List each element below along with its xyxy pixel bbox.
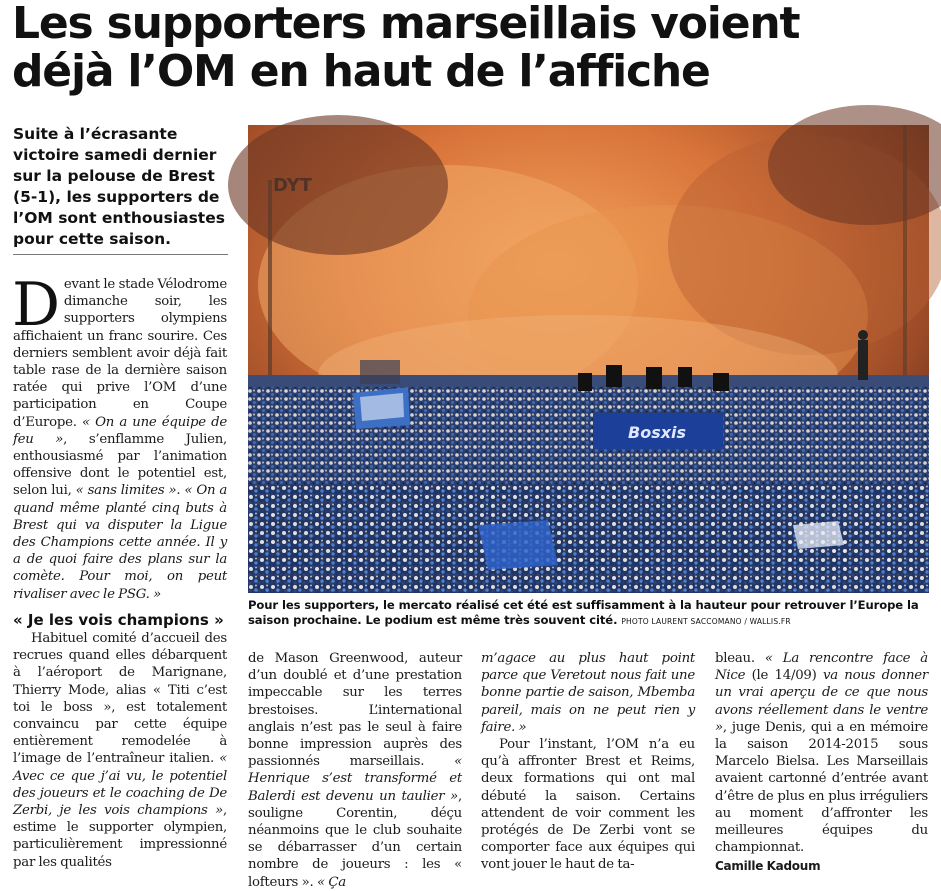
- paragraph-1: Devant le stade Vélodrome dimanche soir, les supporters olympiens affichaient un franc sourire. Ces derniers semblent avoir déjà fait table rase de la dernière saison ratée qui prive l’OM d’une participation en Coupe d’Europe. « On a une équipe de feu », s’enflamme Julien, enthousiasmé par l’animation offensive dont le potentiel est, selon lui, « sans limites ». « On a quand même planté cinq buts à Brest qui va disputer la Ligue des Champions cette année. Il y a de quoi faire des plans sur la comète. Pour moi, on peut rivaliser avec le PSG. »: [12, 270, 228, 602]
- paragraph-2: Habituel comité d’accueil des recrues quand elles débarquent à l’aéroport de Marignane, Thierry Mode, alias « Titi c’est toi le boss », est totalement convaincu par cette équipe entièrement remodelée à l’image de l’entraîneur italien. « Avec ce que j’ai vu, le potentiel des joueurs et le coaching de De Zerbi, je les vois champions », estime le supporter olympien, particulièrement impressionné par les qualités: [13, 631, 227, 870]
- body-column-1: [12, 270, 228, 602]
- drop-cap: D: [12, 270, 60, 340]
- author-byline: Camille Kadoum: [715, 859, 821, 874]
- banner-text: Bosxis: [628, 423, 687, 442]
- paragraph-6: bleau. « La rencontre face à Nice (le 14/09) va nous donner un vrai aperçu de ce que nous avons réellement dans le ventre », juge Denis, qui a en mémoire la saison 2014-2015 sous Marcelo Bielsa. Les Marseillais avaient cartonné d’entrée avant d’être de plus en plus irréguliers au moment d’affronter les meilleures équipes du championnat.: [715, 651, 928, 856]
- lede: Suite à l’écrasante victoire samedi dernier sur la pelouse de Brest (5-1), les supporters de l’OM sont enthousiastes pour cette saison.: [13, 125, 225, 248]
- stadium-crowd-photo: [248, 125, 929, 593]
- photo-caption: Pour les supporters, le mercato réalisé cet été est suffisamment à la hauteur pour retrouver l’Europe la saison prochaine. Le podium est même très souvent cité. PHOTO LAURENT SACCOMANO / WALLIS.FR: [248, 598, 919, 627]
- body-column-4: [715, 650, 928, 874]
- headline-line-1: Les supporters marseillais voient: [12, 0, 800, 49]
- lede-divider: [13, 254, 228, 255]
- paragraph-5: Pour l’instant, l’OM n’a eu qu’à affronter Brest et Reims, deux formations qui ont mal débuté la saison. Certains attendent de voir comment les protégés de De Zerbi vont se comporter face aux équipes qui vont jouer le haut de ta-: [481, 737, 695, 873]
- body-column-2: [248, 650, 462, 890]
- stadium-sign-text: DYT: [273, 175, 312, 196]
- headline: [12, 0, 937, 96]
- paragraph-3: de Mason Greenwood, auteur d’un doublé et d’une prestation impeccable sur les terres brestoises. L’international anglais n’est pas le seul à faire bonne impression auprès des passionnés marseillais. « Henrique s’est transformé et Balerdi est devenu un taulier », souligne Corentin, déçu néanmoins que le club souhaite se débarrasser d’un certain nombre de joueurs : les « lofteurs ». « Ça: [248, 651, 462, 890]
- photo-credit: PHOTO LAURENT SACCOMANO / WALLIS.FR: [621, 617, 791, 626]
- intertitle: « Je les vois champions »: [13, 611, 224, 629]
- paragraph-4: m’agace au plus haut point parce que Veretout nous fait une bonne partie de saison, Mbemba pareil, mais on ne peut rien y faire. »: [481, 651, 695, 735]
- headline-line-2: déjà l’OM en haut de l’affiche: [12, 46, 710, 97]
- body-column-3: [481, 650, 695, 873]
- body-column-1-continued: [13, 630, 227, 870]
